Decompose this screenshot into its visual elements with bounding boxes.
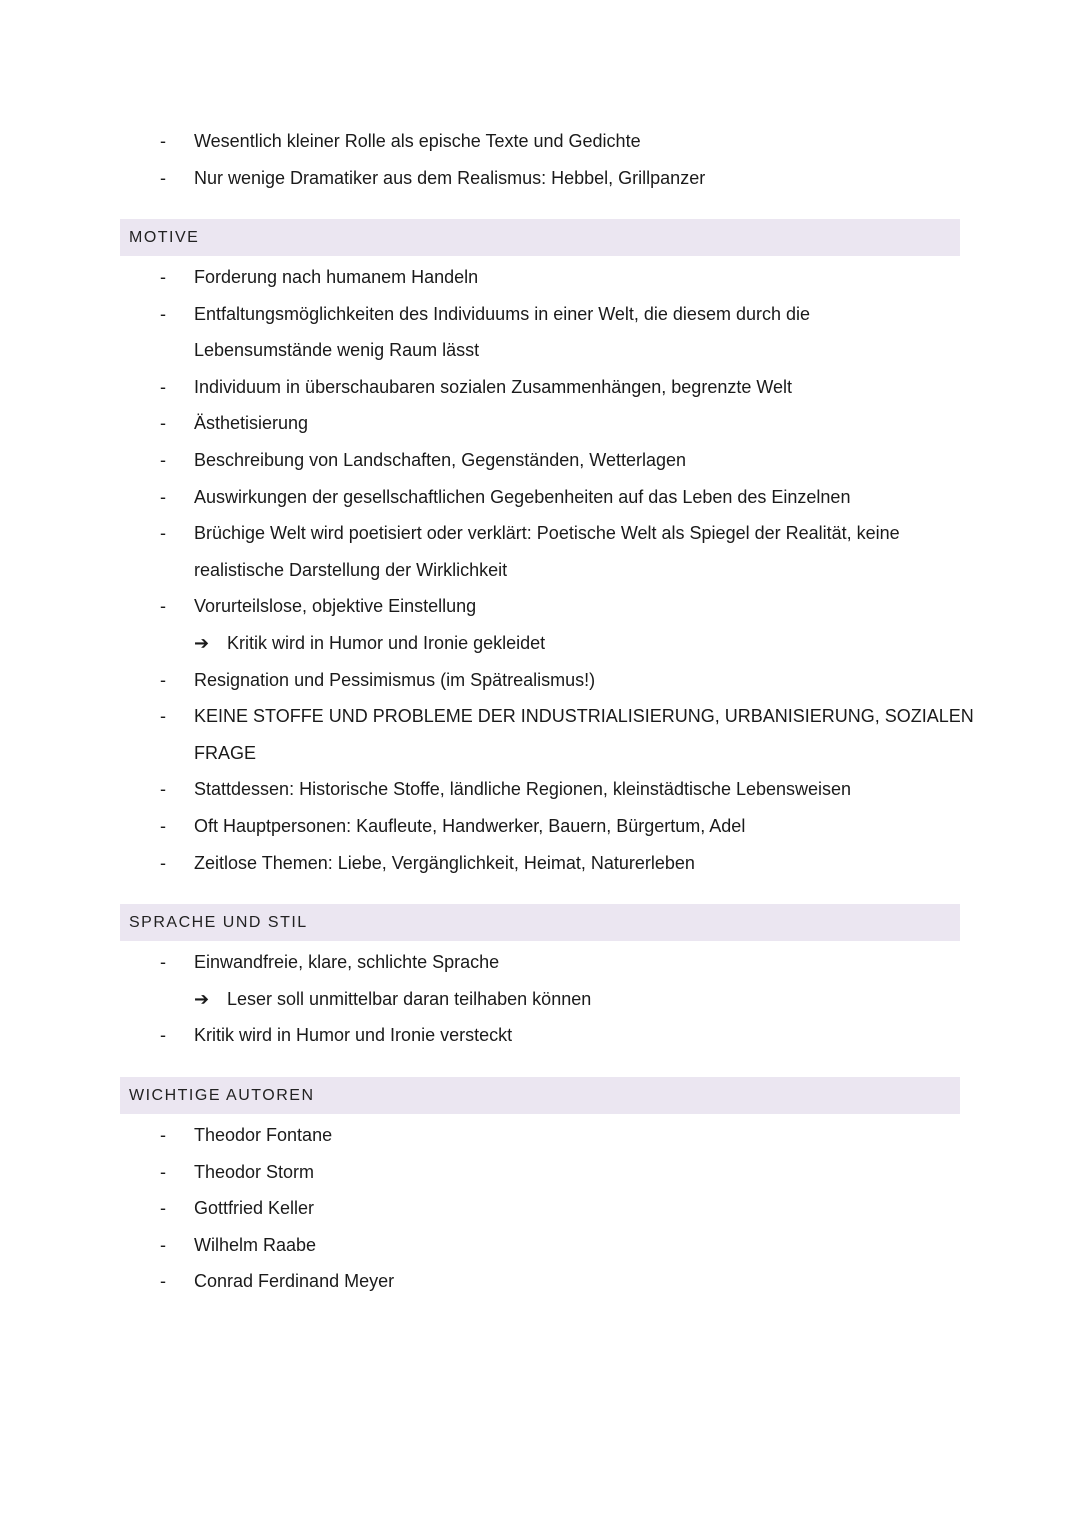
bullet-dash: - [160, 815, 166, 836]
list-item-continuation [0, 552, 1080, 589]
arrow-sub-item [0, 625, 1080, 662]
list-item [0, 123, 1080, 160]
list-item [0, 771, 1080, 808]
list-item [0, 698, 1080, 735]
list-item-text: Entfaltungsmöglichkeiten des Individuums in einer Welt, die diesem durch die [194, 303, 810, 324]
bullet-dash: - [160, 486, 166, 507]
list-item-text: Conrad Ferdinand Meyer [194, 1271, 395, 1292]
list-item [0, 1263, 1080, 1300]
list-item-text: Kritik wird in Humor und Ironie versteckt [194, 1025, 513, 1046]
bullet-dash: - [160, 779, 166, 800]
bullet-dash: - [160, 449, 166, 470]
sub-item-text: Kritik wird in Humor und Ironie gekleidet [227, 632, 546, 653]
bullet-dash: - [160, 1271, 166, 1292]
bullet-dash: - [160, 167, 166, 188]
bullet-dash: - [160, 303, 166, 324]
list-item-text: Auswirkungen der gesellschaftlichen Gegebenheiten auf das Leben des Einzelnen [194, 486, 851, 507]
bullet-dash: - [160, 852, 166, 873]
section-header-sprache [120, 904, 960, 941]
list-item [0, 1227, 1080, 1264]
list-item [0, 405, 1080, 442]
list-item [0, 808, 1080, 845]
drama-list [0, 123, 1080, 196]
section-header-motive [120, 219, 960, 256]
list-item [0, 442, 1080, 479]
list-item [0, 1117, 1080, 1154]
bullet-dash: - [160, 1125, 166, 1145]
list-item [0, 259, 1080, 296]
list-item [0, 1154, 1080, 1191]
bullet-dash: - [160, 669, 166, 690]
list-item-text: Vorurteilslose, objektive Einstellung [194, 596, 477, 617]
list-item-text: Einwandfreie, klare, schlichte Sprache [194, 952, 500, 972]
list-item [0, 160, 1080, 197]
list-item [0, 845, 1080, 882]
list-item [0, 1190, 1080, 1227]
list-item-text: Oft Hauptpersonen: Kaufleute, Handwerker, Bauern, Bürgertum, Adel [194, 815, 746, 836]
list-item [0, 296, 1080, 333]
list-item-text: FRAGE [194, 742, 257, 763]
list-item-text: Resignation und Pessimismus (im Spätrealismus!) [194, 669, 596, 690]
list-item [0, 588, 1080, 625]
list-item-text: Individuum in überschaubaren sozialen Zusammenhängen, begrenzte Welt [194, 376, 793, 397]
list-item [0, 479, 1080, 516]
list-item [0, 1017, 1080, 1054]
bullet-dash: - [160, 523, 166, 544]
list-item-text: Ästhetisierung [194, 413, 309, 434]
section-title: WICHTIGE AUTOREN [129, 1087, 315, 1104]
list-item-continuation [0, 332, 1080, 369]
bullet-dash: - [160, 376, 166, 397]
list-item [0, 662, 1080, 699]
bullet-dash: - [160, 952, 166, 972]
section-title: SPRACHE UND STIL [129, 914, 308, 931]
sprache-list [0, 944, 1080, 1054]
bullet-dash: - [160, 1025, 166, 1046]
list-item-text: Theodor Fontane [194, 1125, 333, 1145]
list-item-text: Stattdessen: Historische Stoffe, ländliche Regionen, kleinstädtische Lebensweisen [194, 779, 852, 800]
bullet-dash: - [160, 131, 166, 151]
section-header-autoren [120, 1077, 960, 1114]
list-item-text: KEINE STOFFE UND PROBLEME DER INDUSTRIALISIERUNG, URBANISIERUNG, SOZIALEN [194, 706, 974, 727]
bullet-dash: - [160, 1198, 166, 1219]
list-item-text: Theodor Storm [194, 1161, 315, 1182]
list-item-text: Forderung nach humanem Handeln [194, 267, 479, 287]
bullet-dash: - [160, 1234, 166, 1255]
bullet-dash: - [160, 1161, 166, 1182]
arrow-right-icon: ➔ [194, 632, 210, 653]
list-item-text: Wilhelm Raabe [194, 1234, 317, 1255]
arrow-right-icon: ➔ [194, 988, 210, 1009]
list-item-text: Nur wenige Dramatiker aus dem Realismus: Hebbel, Grillpanzer [194, 167, 706, 188]
bullet-dash: - [160, 596, 166, 617]
list-item-text: Zeitlose Themen: Liebe, Vergänglichkeit, Heimat, Naturerleben [194, 852, 695, 873]
arrow-sub-item [0, 981, 1080, 1018]
sub-item-text: Leser soll unmittelbar daran teilhaben können [227, 988, 592, 1009]
list-item-text: realistische Darstellung der Wirklichkeit [194, 559, 508, 580]
bullet-dash: - [160, 706, 166, 727]
list-item [0, 515, 1080, 552]
autoren-list [0, 1117, 1080, 1300]
list-item-text: Brüchige Welt wird poetisiert oder verklärt: Poetische Welt als Spiegel der Realität, keine [194, 523, 900, 544]
list-item [0, 369, 1080, 406]
list-item-text: Lebensumstände wenig Raum lässt [194, 340, 480, 361]
list-item-continuation [0, 735, 1080, 772]
section-title: MOTIVE [129, 229, 200, 246]
list-item [0, 944, 1080, 981]
motive-list [0, 259, 1080, 881]
list-item-text: Gottfried Keller [194, 1198, 315, 1219]
list-item-text: Wesentlich kleiner Rolle als epische Texte und Gedichte [194, 131, 641, 151]
bullet-dash: - [160, 413, 166, 434]
bullet-dash: - [160, 267, 166, 287]
list-item-text: Beschreibung von Landschaften, Gegenständen, Wetterlagen [194, 449, 687, 470]
